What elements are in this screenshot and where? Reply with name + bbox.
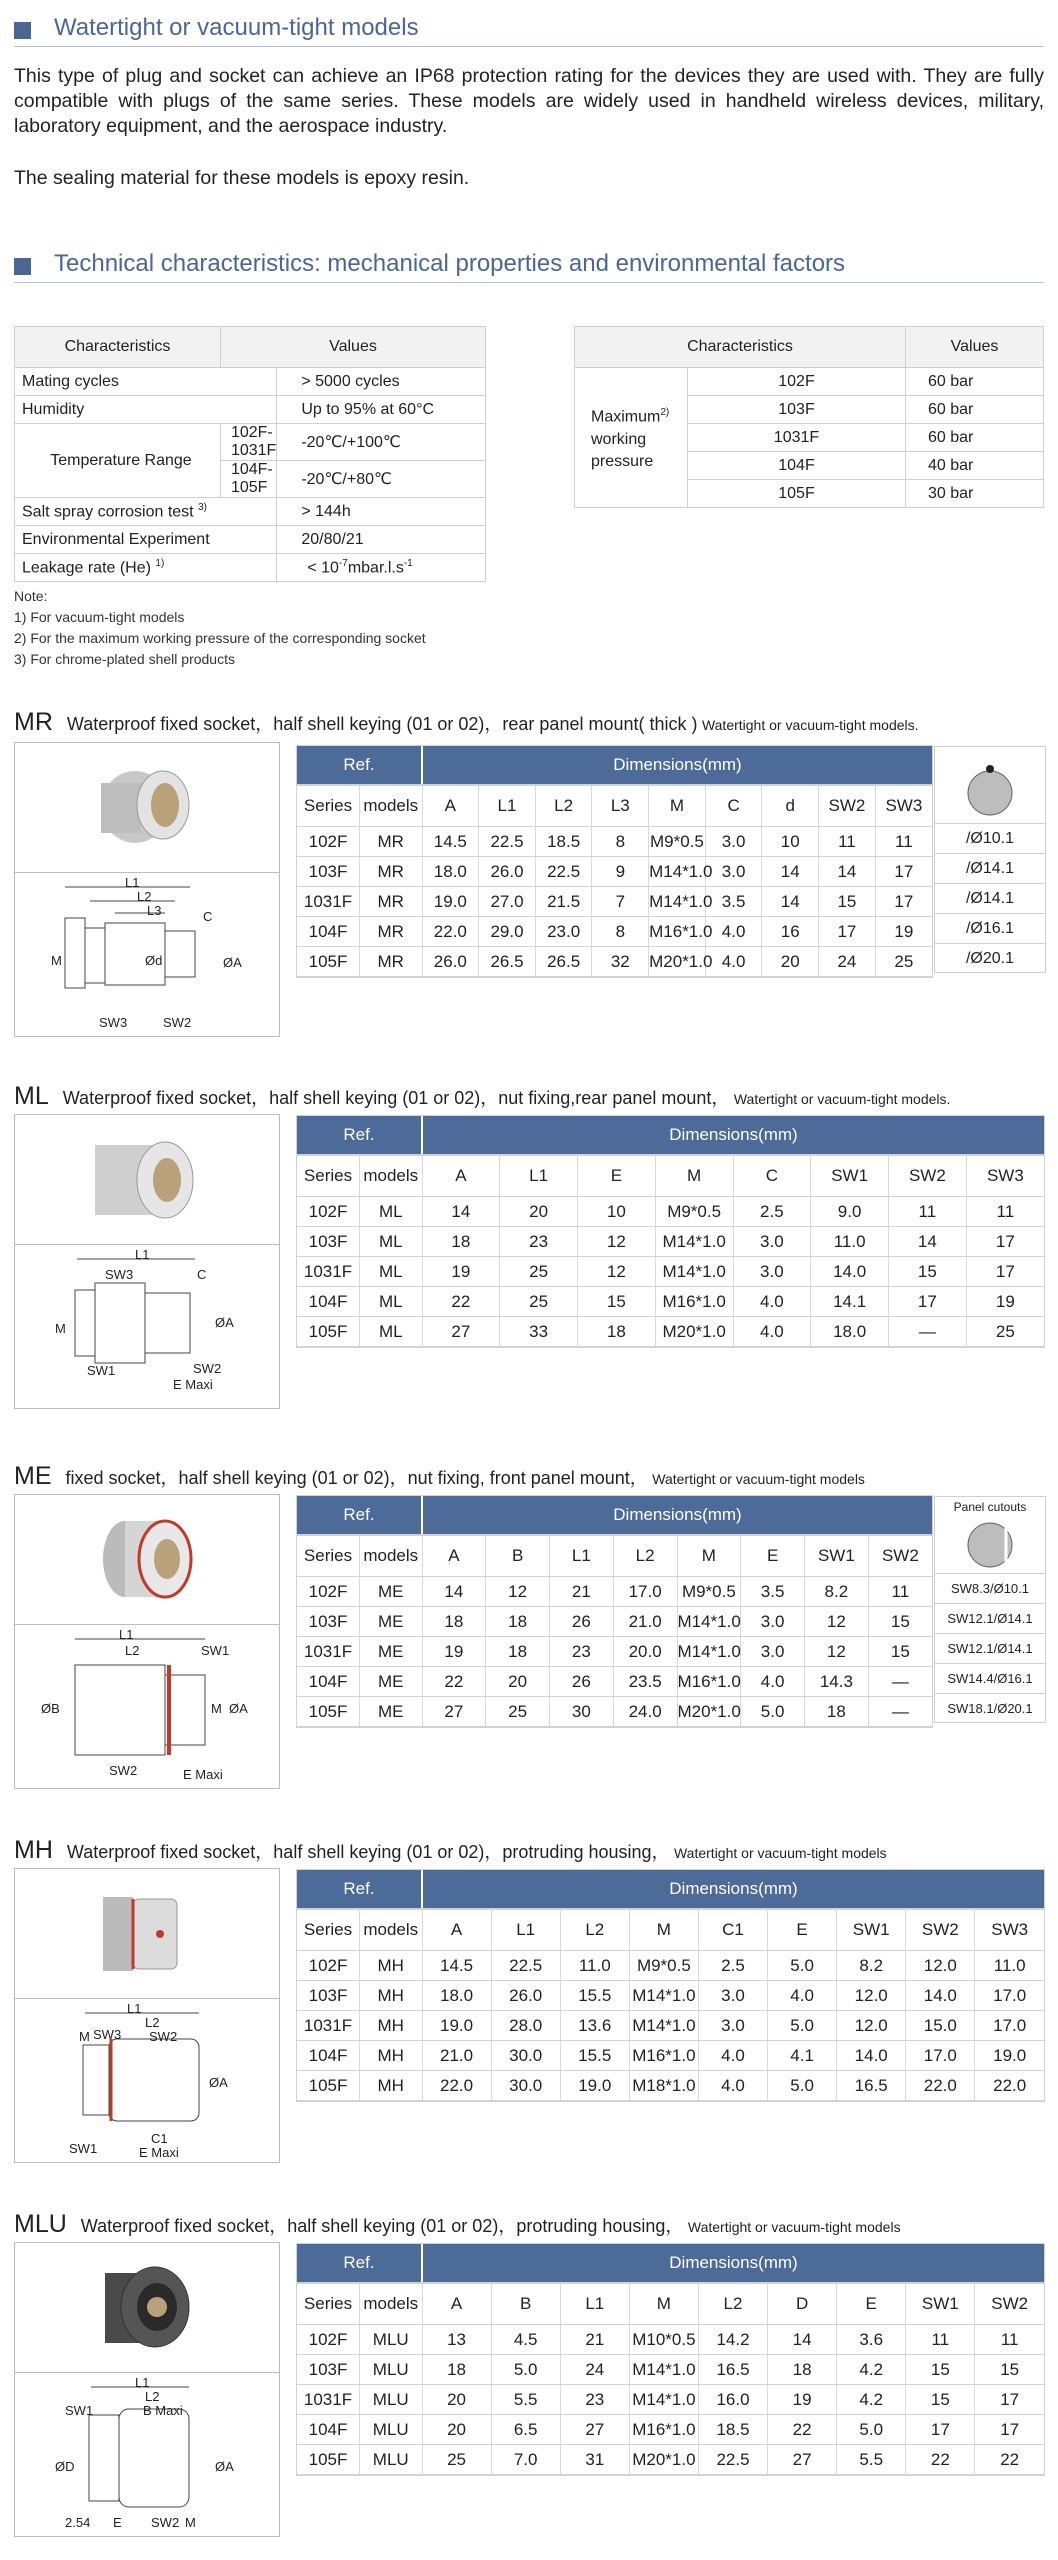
row-value: 20/80/21	[277, 526, 486, 554]
product-photo	[15, 1869, 279, 1999]
note-line: Note:	[14, 588, 48, 604]
col-header: SW2	[868, 1535, 932, 1577]
row-value: < $10^{-7}mbar.l.s^{-1}$	[277, 554, 486, 582]
model-cell: 102F	[688, 368, 906, 396]
row-value: > 144h	[277, 498, 486, 526]
ref-header: Ref.	[297, 2244, 422, 2283]
col-header: E	[768, 1909, 837, 1951]
row-label: Leakage rate (He) $^{1)}$	[15, 554, 277, 582]
col-header: models	[360, 1155, 423, 1197]
table-row: 104F MR 22.0 29.0 23.0 8 M16*1.0 4.0 16 17 19	[297, 917, 932, 947]
table-row: 1031F ML 19 25 12 M14*1.0 3.0 14.0 15 17	[297, 1257, 1044, 1287]
col-header: Series	[297, 1909, 360, 1951]
mh-dimensions-table	[297, 1870, 1044, 2101]
value-cell: 60 bar	[905, 368, 1043, 396]
col-header: L2	[613, 1535, 677, 1577]
technical-drawing: L1 L2 SW1 B Maxi ØD ØA 2.54 E SW2 M	[55, 2375, 234, 2530]
col-header: M	[649, 785, 706, 827]
mr-dimensions-table	[297, 746, 932, 977]
table-row: 102F MLU 13 4.5 21 M10*0.5 14.2 14 3.6 11 11	[297, 2325, 1044, 2355]
me-images	[14, 1494, 280, 1789]
col-header: models	[360, 1909, 423, 1951]
cutout-value: /Ø16.1	[935, 913, 1045, 943]
section-title: Technical characteristics: mechanical properties and environmental factors	[54, 250, 846, 277]
pressure-label: Maximum$^{2)}$ working pressure	[575, 368, 688, 508]
panel-cutouts-caption: Panel cutouts	[953, 1500, 1027, 1514]
dimensions-header: Dimensions(mm)	[422, 1116, 1044, 1155]
model-cell: 104F	[688, 452, 906, 480]
col-header: L1	[491, 1909, 560, 1951]
intro-paragraph: This type of plug and socket can achieve an IP68 protection rating for the devices they are used with. They are fully compatible with plugs of the same series. These models are widely used in handheld wireless devices, military, laboratory equipment, and the aerospace industry.	[14, 65, 1044, 137]
technical-drawing: L1 SW3 C M ØA SW1 SW2 E Maxi	[55, 1247, 234, 1392]
ref-header: Ref.	[297, 1496, 422, 1535]
table-row: 105F ME 27 25 30 24.0 M20*1.0 5.0 18 —	[297, 1697, 932, 1727]
me-title: ME fixed socket，half shell keying (01 or 02)，nut fixing, front panel mount， Watertight or vacuum-tight models	[14, 1462, 865, 1490]
col-header: Values	[220, 327, 485, 368]
ml-images	[14, 1114, 280, 1409]
col-header: SW1	[811, 1155, 889, 1197]
ref-header: Ref.	[297, 1870, 422, 1909]
mr-images	[14, 742, 280, 1037]
value-cell: 60 bar	[905, 396, 1043, 424]
table-row: 103F MLU 18 5.0 24 M14*1.0 16.5 18 4.2 15 15	[297, 2355, 1044, 2385]
row-value: Up to 95% at 60°C	[277, 396, 486, 424]
table-row: 1031F MLU 20 5.5 23 M14*1.0 16.0 19 4.2 15 17	[297, 2385, 1044, 2415]
mh-images	[14, 1868, 280, 2163]
table-row: 102F ME 14 12 21 17.0 M9*0.5 3.5 8.2 11	[297, 1577, 932, 1607]
table-row: 1031F MR 19.0 27.0 21.5 7 M14*1.0 3.5 14 15 17	[297, 887, 932, 917]
cutout-value: SW8.3/Ø10.1	[935, 1573, 1045, 1603]
col-header: Characteristics	[15, 327, 221, 368]
col-header: A	[422, 2283, 491, 2325]
table-row: 105F MR 26.0 26.5 26.5 32 M20*1.0 4.0 20 24 25	[297, 947, 932, 977]
col-header: L1	[479, 785, 536, 827]
section-header-technical	[14, 248, 1044, 283]
mlu-dimensions-table	[297, 2244, 1044, 2475]
section-title: Watertight or vacuum-tight models	[54, 14, 419, 41]
row-value: -20℃/+80℃	[277, 461, 486, 498]
col-header: models	[360, 2283, 423, 2325]
technical-drawing: L1 L2 L3 C M Ød ØA SW3 SW2	[51, 875, 242, 1030]
col-header: M	[629, 2283, 698, 2325]
col-header: SW2	[889, 1155, 967, 1197]
dimensions-header: Dimensions(mm)	[422, 746, 932, 785]
col-header: L1	[560, 2283, 629, 2325]
table-row: 102F MH 14.5 22.5 11.0 M9*0.5 2.5 5.0 8.2 12.0 11.0	[297, 1951, 1044, 1981]
dimensions-header: Dimensions(mm)	[422, 1496, 932, 1535]
section-header-watertight	[14, 12, 1044, 47]
col-header: models	[360, 785, 423, 827]
col-header: L2	[560, 1909, 629, 1951]
dimensions-header: Dimensions(mm)	[422, 2244, 1044, 2283]
table-row: 104F ML 22 25 15 M16*1.0 4.0 14.1 17 19	[297, 1287, 1044, 1317]
section-marker-icon	[14, 22, 31, 39]
ml-title: ML Waterproof fixed socket，half shell keying (01 or 02)，nut fixing,rear panel mount， Watertight or vacuum-tight models.	[14, 1082, 951, 1110]
me-panel-cutouts	[934, 1496, 1046, 1723]
product-photo	[15, 1115, 279, 1245]
col-header: L1	[500, 1155, 578, 1197]
max-pressure-table	[574, 326, 1044, 508]
product-photo	[15, 2243, 279, 2373]
col-header: SW2	[975, 2283, 1044, 2325]
table-row: 103F ME 18 18 26 21.0 M14*1.0 3.0 12 15	[297, 1607, 932, 1637]
col-header: A	[422, 1155, 500, 1197]
tech-characteristics-table	[14, 326, 486, 582]
col-header: Series	[297, 1535, 360, 1577]
sealing-paragraph: The sealing material for these models is epoxy resin.	[14, 167, 470, 189]
row-label: Salt spray corrosion test $^{3)}$	[15, 498, 277, 526]
notes	[14, 586, 426, 670]
table-row: 105F ML 27 33 18 M20*1.0 4.0 18.0 — 25	[297, 1317, 1044, 1347]
row-sublabel: 102F-1031F	[220, 424, 276, 461]
table-row: 1031F ME 19 18 23 20.0 M14*1.0 3.0 12 15	[297, 1637, 932, 1667]
row-value: -20℃/+100℃	[277, 424, 486, 461]
col-header: SW2	[819, 785, 876, 827]
value-cell: 40 bar	[905, 452, 1043, 480]
model-cell: 103F	[688, 396, 906, 424]
col-header: E	[578, 1155, 656, 1197]
technical-drawing: L1 L2 SW1 ØB M ØA SW2 E Maxi	[41, 1627, 248, 1782]
table-row: 105F MLU 25 7.0 31 M20*1.0 22.5 27 5.5 22 22	[297, 2445, 1044, 2475]
table-row: 105F MH 22.0 30.0 19.0 M18*1.0 4.0 5.0 16.5 22.0 22.0	[297, 2071, 1044, 2101]
section-marker-icon	[14, 258, 31, 275]
col-header: SW1	[906, 2283, 975, 2325]
cutout-icon	[935, 747, 1045, 823]
col-header: SW3	[966, 1155, 1044, 1197]
row-value: > 5000 cycles	[277, 368, 486, 396]
col-header: L2	[535, 785, 592, 827]
table-row: 104F MH 21.0 30.0 15.5 M16*1.0 4.0 4.1 14.0 17.0 19.0	[297, 2041, 1044, 2071]
note-line: 3) For chrome-plated shell products	[14, 651, 235, 667]
cutout-value: SW12.1/Ø14.1	[935, 1603, 1045, 1633]
technical-drawing: L1 L2 SW3 SW2 M ØA SW1 C1 E Maxi	[69, 2001, 228, 2160]
mh-title: MH Waterproof fixed socket，half shell keying (01 or 02)，protruding housing， Watertight or vacuum-tight models	[14, 1836, 887, 1864]
col-header: A	[422, 785, 479, 827]
mr-panel-cutouts	[934, 746, 1046, 973]
table-row: 104F ME 22 20 26 23.5 M16*1.0 4.0 14.3 —	[297, 1667, 932, 1697]
mr-title: MR Waterproof fixed socket，half shell keying (01 or 02)，rear panel mount( thick ) Watertight or vacuum-tight models.	[14, 708, 919, 736]
note-line: 1) For vacuum-tight models	[14, 609, 185, 625]
col-header: M	[629, 1909, 698, 1951]
col-header: E	[837, 2283, 906, 2325]
cutout-icon	[935, 1517, 1045, 1573]
ref-header: Ref.	[297, 1116, 422, 1155]
col-header: L3	[592, 785, 649, 827]
col-header: d	[762, 785, 819, 827]
ml-dimensions-table	[297, 1116, 1044, 1347]
table-row: 103F MR 18.0 26.0 22.5 9 M14*1.0 3.0 14 14 17	[297, 857, 932, 887]
col-header: C	[733, 1155, 811, 1197]
cutout-value: /Ø10.1	[935, 823, 1045, 853]
cutout-value: /Ø14.1	[935, 883, 1045, 913]
row-label: Humidity	[15, 396, 277, 424]
me-dimensions-table	[297, 1496, 932, 1727]
cutout-value: /Ø14.1	[935, 853, 1045, 883]
dimensions-header: Dimensions(mm)	[422, 1870, 1044, 1909]
col-header: B	[486, 1535, 550, 1577]
model-cell: 1031F	[688, 424, 906, 452]
col-header: Series	[297, 2283, 360, 2325]
mlu-images	[14, 2242, 280, 2537]
col-header: SW3	[975, 1909, 1044, 1951]
col-header: E	[741, 1535, 805, 1577]
product-photo	[15, 743, 279, 873]
table-row: 102F ML 14 20 10 M9*0.5 2.5 9.0 11 11	[297, 1197, 1044, 1227]
cutout-value: SW18.1/Ø20.1	[935, 1693, 1045, 1723]
table-row: 104F MLU 20 6.5 27 M16*1.0 18.5 22 5.0 17 17	[297, 2415, 1044, 2445]
model-cell: 105F	[688, 480, 906, 508]
table-row: 102F MR 14.5 22.5 18.5 8 M9*0.5 3.0 10 11 11	[297, 827, 932, 857]
note-line: 2) For the maximum working pressure of the corresponding socket	[14, 630, 426, 646]
row-label: Temperature Range	[15, 424, 221, 498]
cutout-value: SW14.4/Ø16.1	[935, 1663, 1045, 1693]
col-header: Characteristics	[575, 327, 906, 368]
table-row: 103F ML 18 23 12 M14*1.0 3.0 11.0 14 17	[297, 1227, 1044, 1257]
col-header: M	[677, 1535, 741, 1577]
value-cell: 30 bar	[905, 480, 1043, 508]
col-header: Series	[297, 785, 360, 827]
col-header: Values	[905, 327, 1043, 368]
product-photo	[15, 1495, 279, 1625]
ref-header: Ref.	[297, 746, 422, 785]
cutout-value: SW12.1/Ø14.1	[935, 1633, 1045, 1663]
col-header: B	[491, 2283, 560, 2325]
row-label: Environmental Experiment	[15, 526, 277, 554]
col-header: M	[655, 1155, 733, 1197]
col-header: SW2	[906, 1909, 975, 1951]
col-header: C1	[698, 1909, 767, 1951]
col-header: A	[422, 1535, 486, 1577]
col-header: A	[422, 1909, 491, 1951]
row-sublabel: 104F-105F	[220, 461, 276, 498]
row-label: Mating cycles	[15, 368, 277, 396]
col-header: SW1	[805, 1535, 869, 1577]
table-row: 1031F MH 19.0 28.0 13.6 M14*1.0 3.0 5.0 12.0 15.0 17.0	[297, 2011, 1044, 2041]
table-row: 103F MH 18.0 26.0 15.5 M14*1.0 3.0 4.0 12.0 14.0 17.0	[297, 1981, 1044, 2011]
col-header: L1	[550, 1535, 614, 1577]
col-header: L2	[698, 2283, 767, 2325]
col-header: SW3	[875, 785, 932, 827]
value-cell: 60 bar	[905, 424, 1043, 452]
cutout-value: /Ø20.1	[935, 943, 1045, 973]
col-header: C	[705, 785, 762, 827]
mlu-title: MLU Waterproof fixed socket，half shell keying (01 or 02)，protruding housing， Watertight or vacuum-tight models	[14, 2210, 901, 2238]
col-header: models	[360, 1535, 423, 1577]
col-header: Series	[297, 1155, 360, 1197]
col-header: D	[768, 2283, 837, 2325]
col-header: SW1	[837, 1909, 906, 1951]
